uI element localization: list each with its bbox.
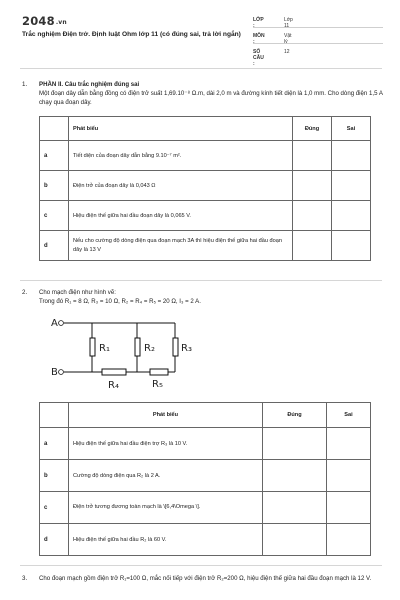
table-row bbox=[40, 171, 371, 201]
question-1-table bbox=[39, 116, 371, 261]
false-answer-cell[interactable] bbox=[332, 171, 371, 201]
question-3-stem: Cho đoạn mạch gồm điện trở R₁=100 Ω, mắc nối tiếp với điện trở R₂=200 Ω, hiệu điện thế giữa hai đầu đoạn mạch là 12 V. bbox=[39, 575, 372, 582]
meta-subject-value: Vật lý bbox=[284, 33, 292, 45]
meta-divider bbox=[253, 27, 383, 28]
statement-text: Hiệu điện thế giữa hai đầu đoạn dây là 0,065 V. bbox=[69, 201, 293, 231]
question-1-stem: Một đoạn dây dẫn bằng đồng có điện trở suất 1,69.10⁻⁸ Ω.m, dài 2,0 m và đường kính tiết diện là 1,0 mm. Cho dòng điện 1,5 A chạy qua đoạn dây. bbox=[39, 90, 383, 106]
true-answer-cell[interactable] bbox=[263, 428, 327, 460]
table-row bbox=[40, 141, 371, 171]
question-1-number: 1. bbox=[22, 81, 28, 88]
row-label: c bbox=[40, 492, 69, 524]
header-divider bbox=[20, 68, 382, 69]
statement-text: Điện trở của đoạn dây là 0,043 Ω bbox=[69, 171, 293, 201]
false-header: Sai bbox=[332, 117, 371, 141]
site-logo[interactable]: 2048.vn bbox=[22, 14, 67, 28]
question-2-given: Trong đó R₁ = 8 Ω, R₃ = 10 Ω, R₂ = R₄ = R₅ = 20 Ω, I₃ = 2 A. bbox=[39, 298, 201, 305]
row-label: a bbox=[40, 428, 69, 460]
terminal-b-icon bbox=[59, 370, 64, 375]
terminal-b-label: B bbox=[51, 367, 58, 378]
false-answer-cell[interactable] bbox=[332, 231, 371, 261]
table-row bbox=[40, 492, 371, 524]
false-answer-cell[interactable] bbox=[327, 460, 371, 492]
statement-text: Hiệu điện thế giữa hai đầu R₂ là 60 V. bbox=[69, 524, 263, 556]
false-answer-cell[interactable] bbox=[327, 524, 371, 556]
question-2-intro: Cho mạch điện như hình vẽ: bbox=[39, 289, 116, 296]
true-answer-cell[interactable] bbox=[263, 460, 327, 492]
label-header-cell bbox=[40, 403, 69, 428]
question-2-number: 2. bbox=[22, 289, 28, 296]
false-answer-cell[interactable] bbox=[327, 428, 371, 460]
row-label: b bbox=[40, 171, 69, 201]
row-label: a bbox=[40, 141, 69, 171]
table-row bbox=[40, 524, 371, 556]
row-label: c bbox=[40, 201, 69, 231]
r2-label: R₂ bbox=[144, 343, 155, 354]
meta-count-value: 12 bbox=[284, 49, 290, 55]
row-label: d bbox=[40, 524, 69, 556]
table-row bbox=[40, 231, 371, 261]
terminal-a-icon bbox=[59, 321, 64, 326]
false-answer-cell[interactable] bbox=[332, 201, 371, 231]
statement-header: Phát biểu bbox=[69, 117, 293, 141]
true-answer-cell[interactable] bbox=[293, 141, 332, 171]
true-answer-cell[interactable] bbox=[263, 492, 327, 524]
table-row bbox=[40, 201, 371, 231]
statement-text: Tiết diện của đoạn dây dẫn bằng 9.10⁻⁷ m². bbox=[69, 141, 293, 171]
question-3-number: 3. bbox=[22, 575, 28, 582]
meta-count-key: SỐ CÂU : bbox=[253, 49, 264, 67]
r3-label: R₃ bbox=[181, 343, 192, 354]
table-row bbox=[40, 460, 371, 492]
label-header-cell bbox=[40, 117, 69, 141]
false-answer-cell[interactable] bbox=[332, 141, 371, 171]
terminal-a-label: A bbox=[51, 318, 58, 329]
question-2-table bbox=[39, 402, 371, 556]
meta-grade-value: Lớp 11 bbox=[284, 17, 293, 29]
table-header-row bbox=[40, 117, 371, 141]
circuit-diagram bbox=[50, 316, 220, 394]
true-header: Đúng bbox=[293, 117, 332, 141]
row-label: d bbox=[40, 231, 69, 261]
meta-subject-key: MÔN : bbox=[253, 33, 265, 45]
r5-label: R₅ bbox=[152, 379, 163, 390]
true-answer-cell[interactable] bbox=[293, 231, 332, 261]
statement-text: Điện trở tương đương toàn mạch là \[6,4\Omega \]. bbox=[69, 492, 263, 524]
true-answer-cell[interactable] bbox=[263, 524, 327, 556]
r4-label: R₄ bbox=[108, 380, 119, 391]
section-heading: PHẦN II. Câu trắc nghiệm đúng sai bbox=[39, 81, 140, 88]
table-row bbox=[40, 428, 371, 460]
false-header: Sai bbox=[327, 403, 371, 428]
table-header-row bbox=[40, 403, 371, 428]
true-answer-cell[interactable] bbox=[293, 171, 332, 201]
document-title: Trắc nghiệm Điện trở. Định luật Ohm lớp 11 (có đúng sai, trả lời ngắn) bbox=[22, 31, 241, 38]
true-answer-cell[interactable] bbox=[293, 201, 332, 231]
true-header: Đúng bbox=[263, 403, 327, 428]
false-answer-cell[interactable] bbox=[327, 492, 371, 524]
meta-divider bbox=[253, 43, 383, 44]
statement-header: Phát biểu bbox=[69, 403, 263, 428]
r1-label: R₁ bbox=[99, 343, 110, 354]
statement-text: Cường độ dòng điện qua R₂ là 2 A. bbox=[69, 460, 263, 492]
statement-text: Nếu cho cường độ dòng điện qua đoạn mạch 3A thì hiệu điện thế giữa hai đầu đoạn dây là 13 V bbox=[69, 231, 293, 261]
meta-grade-key: LỚP : bbox=[253, 17, 264, 29]
row-label: b bbox=[40, 460, 69, 492]
question-divider bbox=[20, 565, 382, 566]
statement-text: Hiệu điện thế giữa hai đầu điện trợ R₃ là 10 V. bbox=[69, 428, 263, 460]
question-divider bbox=[20, 280, 382, 281]
